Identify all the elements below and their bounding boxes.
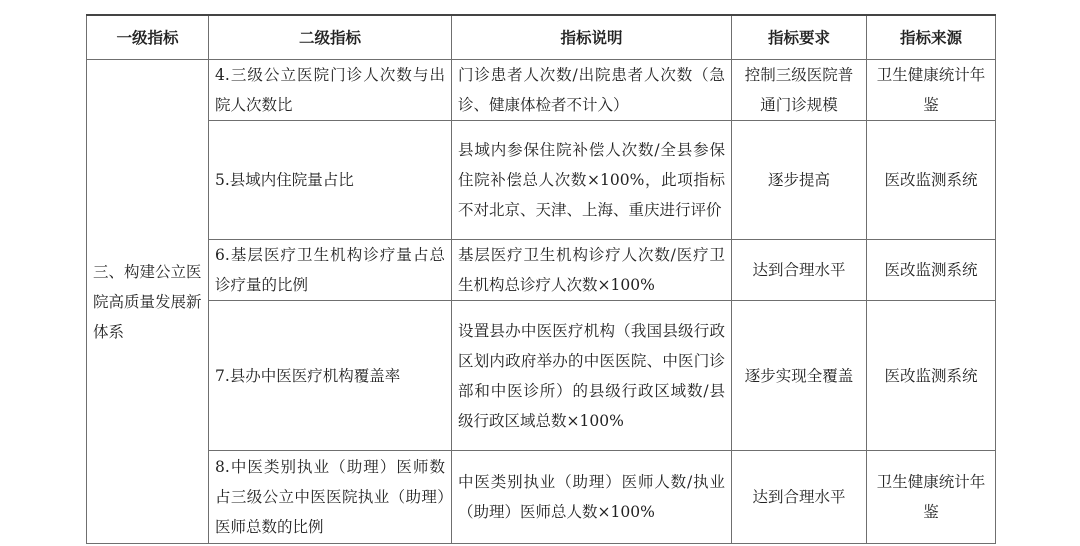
requirement-text: 达到合理水平: [752, 488, 846, 506]
source-text: 卫生健康统计年鉴: [876, 473, 986, 521]
source-cell: [867, 451, 996, 544]
requirement-cell: [732, 451, 867, 544]
source-text: 医改监测系统: [884, 366, 978, 385]
level1-indicator-text: 三、构建公立医院高质量发展新体系: [93, 262, 202, 341]
header-level1: 一级指标: [87, 15, 209, 60]
level2-indicator-text: 6.基层医疗卫生机构诊疗量占总诊疗量的比例: [215, 246, 445, 294]
source-cell: [867, 121, 996, 240]
description-text: 设置县办中医医疗机构（我国县级行政区划内政府举办的中医医院、中医门诊部和中医诊所）的县级行政区域数/县级行政区域总数×100%: [458, 321, 725, 430]
requirement-cell: [732, 60, 867, 121]
source-cell: [867, 301, 996, 451]
description-cell: [452, 451, 732, 544]
source-cell: [867, 240, 996, 301]
indicator-table: [86, 14, 996, 544]
description-text: 县域内参保住院补偿人次数/全县参保住院补偿总人次数×100%，此项指标不对北京、天津、上海、重庆进行评价: [458, 141, 725, 219]
requirement-text: 逐步实现全覆盖: [744, 366, 854, 385]
level2-indicator-cell: [209, 451, 452, 544]
level2-indicator-cell: [209, 121, 452, 240]
level2-indicator-cell: [209, 301, 452, 451]
level2-indicator-text: 4.三级公立医院门诊人次数与出院人次数比: [215, 66, 445, 114]
header-description: 指标说明: [452, 15, 732, 60]
level1-indicator-cell: [87, 60, 209, 544]
level2-indicator-cell: [209, 60, 452, 121]
requirement-text: 控制三级医院普通门诊规模: [744, 66, 854, 114]
description-cell: [452, 301, 732, 451]
table-header-row: [87, 15, 996, 60]
source-text: 医改监测系统: [884, 261, 978, 279]
table-row: [87, 451, 996, 544]
level2-indicator-text: 7.县办中医医疗机构覆盖率: [215, 366, 401, 385]
requirement-text: 达到合理水平: [752, 261, 846, 279]
requirement-cell: [732, 121, 867, 240]
description-text: 中医类别执业（助理）医师人数/执业（助理）医师总人数×100%: [458, 473, 725, 521]
table-row: [87, 301, 996, 451]
description-cell: [452, 60, 732, 121]
source-cell: [867, 60, 996, 121]
header-level2: 二级指标: [209, 15, 452, 60]
requirement-cell: [732, 240, 867, 301]
level2-indicator-text: 5.县域内住院量占比: [215, 171, 354, 189]
table-row: [87, 121, 996, 240]
level2-indicator-cell: [209, 240, 452, 301]
header-requirement: 指标要求: [732, 15, 867, 60]
source-text: 医改监测系统: [884, 171, 978, 189]
requirement-text: 逐步提高: [767, 171, 830, 189]
header-source: 指标来源: [867, 15, 996, 60]
level2-indicator-text: 8.中医类别执业（助理）医师数占三级公立中医医院执业（助理）医师总数的比例: [215, 458, 445, 536]
table-row: [87, 60, 996, 121]
requirement-cell: [732, 301, 867, 451]
description-cell: [452, 240, 732, 301]
table-row: [87, 240, 996, 301]
source-text: 卫生健康统计年鉴: [876, 66, 986, 114]
description-text: 基层医疗卫生机构诊疗人次数/医疗卫生机构总诊疗人次数×100%: [458, 246, 725, 294]
description-cell: [452, 121, 732, 240]
description-text: 门诊患者人次数/出院患者人次数（急诊、健康体检者不计入）: [458, 66, 725, 114]
